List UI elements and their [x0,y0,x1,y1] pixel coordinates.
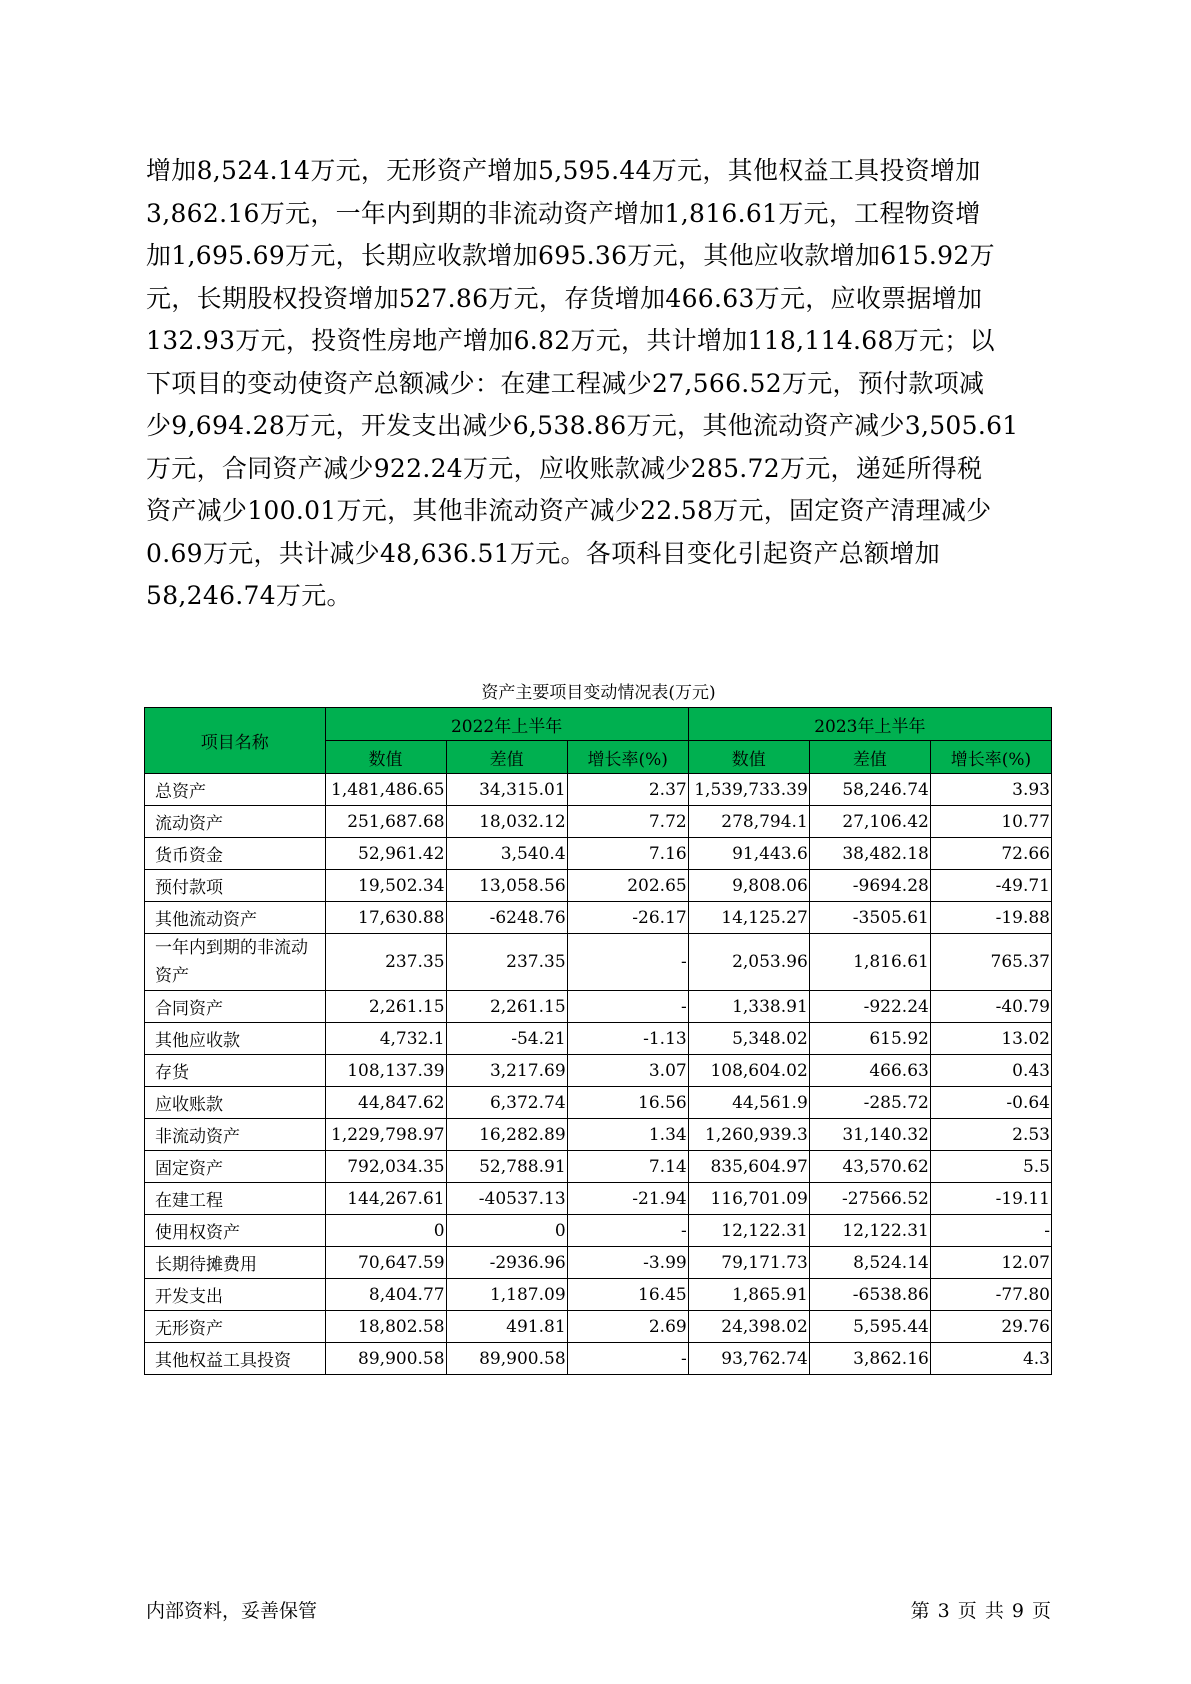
cell-g1: - [567,1215,688,1247]
cell-d1: 18,032.12 [446,806,567,838]
cell-d1: 52,788.91 [446,1151,567,1183]
cell-g2: 3.93 [930,774,1051,806]
cell-v1: 89,900.58 [325,1343,446,1375]
cell-g1: 16.45 [567,1279,688,1311]
cell-v2: 1,338.91 [688,991,809,1023]
cell-d2: 8,524.14 [809,1247,930,1279]
cell-v1: 0 [325,1215,446,1247]
table-row [145,1151,1052,1183]
cell-d2: 3,862.16 [809,1343,930,1375]
cell-d1: 16,282.89 [446,1119,567,1151]
header-value: 数值 [325,741,446,774]
row-item-name: 在建工程 [145,1183,326,1215]
cell-v2: 108,604.02 [688,1055,809,1087]
cell-v1: 144,267.61 [325,1183,446,1215]
cell-d1: -54.21 [446,1023,567,1055]
cell-d1: -2936.96 [446,1247,567,1279]
cell-d2: -922.24 [809,991,930,1023]
cell-g1: -21.94 [567,1183,688,1215]
cell-g2: 4.3 [930,1343,1051,1375]
table-row [145,934,1052,991]
table-row [145,1119,1052,1151]
cell-g1: 7.72 [567,806,688,838]
cell-g2: 72.66 [930,838,1051,870]
cell-d2: -3505.61 [809,902,930,934]
row-item-name: 存货 [145,1055,326,1087]
row-item-name: 其他权益工具投资 [145,1343,326,1375]
cell-d2: 12,122.31 [809,1215,930,1247]
cell-g2: 2.53 [930,1119,1051,1151]
cell-d2: -285.72 [809,1087,930,1119]
paragraph-line: 0.69万元，共计减少48,636.51万元。各项科目变化引起资产总额增加 [146,538,940,568]
cell-d2: 58,246.74 [809,774,930,806]
cell-g1: -3.99 [567,1247,688,1279]
header-diff: 差值 [809,741,930,774]
cell-g1: -1.13 [567,1023,688,1055]
row-item-name: 预付款项 [145,870,326,902]
cell-v2: 835,604.97 [688,1151,809,1183]
paragraph-line: 万元，合同资产减少922.24万元，应收账款减少285.72万元，递延所得税 [146,453,983,483]
table-row [145,870,1052,902]
cell-v1: 52,961.42 [325,838,446,870]
table-row [145,1311,1052,1343]
cell-v1: 44,847.62 [325,1087,446,1119]
table-body [145,774,1052,1375]
cell-v1: 2,261.15 [325,991,446,1023]
cell-d1: 491.81 [446,1311,567,1343]
cell-d1: 34,315.01 [446,774,567,806]
cell-g1: 7.14 [567,1151,688,1183]
table-row [145,1055,1052,1087]
cell-v2: 93,762.74 [688,1343,809,1375]
row-item-name: 合同资产 [145,991,326,1023]
cell-g1: - [567,991,688,1023]
cell-d2: -27566.52 [809,1183,930,1215]
cell-v2: 1,539,733.39 [688,774,809,806]
cell-g2: -77.80 [930,1279,1051,1311]
table-row [145,838,1052,870]
cell-d1: 2,261.15 [446,991,567,1023]
table-row [145,1087,1052,1119]
cell-g1: 7.16 [567,838,688,870]
cell-v2: 14,125.27 [688,902,809,934]
table-caption: 资产主要项目变动情况表(万元) [481,683,716,703]
cell-g2: 0.43 [930,1055,1051,1087]
footer-page-number: 第 3 页 共 9 页 [910,1600,1051,1622]
cell-v1: 1,481,486.65 [325,774,446,806]
cell-g2: - [930,1215,1051,1247]
cell-v1: 4,732.1 [325,1023,446,1055]
row-item-name: 开发支出 [145,1279,326,1311]
cell-v1: 8,404.77 [325,1279,446,1311]
cell-v2: 9,808.06 [688,870,809,902]
cell-d2: 31,140.32 [809,1119,930,1151]
cell-d1: 13,058.56 [446,870,567,902]
paragraph-line: 下项目的变动使资产总额减少：在建工程减少27,566.52万元，预付款项减 [146,368,985,398]
cell-v1: 251,687.68 [325,806,446,838]
cell-d1: 3,540.4 [446,838,567,870]
cell-d1: 1,187.09 [446,1279,567,1311]
cell-v2: 44,561.9 [688,1087,809,1119]
header-growth: 增长率(%) [567,741,688,774]
row-item-name: 应收账款 [145,1087,326,1119]
table-row [145,806,1052,838]
table-row [145,991,1052,1023]
table-row [145,902,1052,934]
row-item-name: 总资产 [145,774,326,806]
paragraph-line: 加1,695.69万元，长期应收款增加695.36万元，其他应收款增加615.92万 [146,241,995,270]
cell-g2: -40.79 [930,991,1051,1023]
cell-g2: 13.02 [930,1023,1051,1055]
cell-v2: 5,348.02 [688,1023,809,1055]
table-row [145,1215,1052,1247]
cell-d2: 615.92 [809,1023,930,1055]
cell-g1: 202.65 [567,870,688,902]
cell-g2: 12.07 [930,1247,1051,1279]
row-item-name: 无形资产 [145,1311,326,1343]
cell-d1: -6248.76 [446,902,567,934]
cell-v1: 1,229,798.97 [325,1119,446,1151]
cell-g2: 29.76 [930,1311,1051,1343]
table-row [145,774,1052,806]
cell-v1: 792,034.35 [325,1151,446,1183]
cell-g1: 3.07 [567,1055,688,1087]
cell-g2: -49.71 [930,870,1051,902]
cell-v2: 79,171.73 [688,1247,809,1279]
cell-d2: 1,816.61 [809,934,930,991]
cell-g1: 1.34 [567,1119,688,1151]
cell-g1: - [567,1343,688,1375]
cell-g2: 10.77 [930,806,1051,838]
cell-v1: 237.35 [325,934,446,991]
cell-v2: 91,443.6 [688,838,809,870]
body-paragraph [146,150,1051,618]
cell-d2: 5,595.44 [809,1311,930,1343]
row-item-name: 货币资金 [145,838,326,870]
cell-g1: 16.56 [567,1087,688,1119]
paragraph-line: 元，长期股权投资增加527.86万元，存货增加466.63万元，应收票据增加 [146,283,983,313]
row-item-name: 非流动资产 [145,1119,326,1151]
cell-v2: 24,398.02 [688,1311,809,1343]
cell-v2: 2,053.96 [688,934,809,991]
row-item-name: 一年内到期的非流动资产 [145,934,326,991]
cell-g2: -19.11 [930,1183,1051,1215]
row-item-name: 固定资产 [145,1151,326,1183]
cell-d2: 466.63 [809,1055,930,1087]
row-item-name: 流动资产 [145,806,326,838]
cell-v2: 278,794.1 [688,806,809,838]
cell-d1: 3,217.69 [446,1055,567,1087]
paragraph-line: 132.93万元，投资性房地产增加6.82万元，共计增加118,114.68万元；以 [146,326,995,355]
header-item-name: 项目名称 [145,708,326,774]
cell-g1: -26.17 [567,902,688,934]
cell-v2: 116,701.09 [688,1183,809,1215]
header-period-2023: 2023年上半年 [688,708,1051,741]
header-period-2022: 2022年上半年 [325,708,688,741]
cell-g2: -19.88 [930,902,1051,934]
row-item-name: 使用权资产 [145,1215,326,1247]
paragraph-line: 增加8,524.14万元，无形资产增加5,595.44万元，其他权益工具投资增加 [146,156,981,185]
cell-d2: 38,482.18 [809,838,930,870]
paragraph-line: 少9,694.28万元，开发支出减少6,538.86万元，其他流动资产减少3,505.61 [146,411,1019,440]
cell-g2: 5.5 [930,1151,1051,1183]
table-row [145,1247,1052,1279]
row-item-name: 长期待摊费用 [145,1247,326,1279]
cell-d1: -40537.13 [446,1183,567,1215]
paragraph-line: 3,862.16万元，一年内到期的非流动资产增加1,816.61万元，工程物资增 [146,198,981,228]
table-row [145,1343,1052,1375]
row-item-name: 其他流动资产 [145,902,326,934]
cell-d2: -6538.86 [809,1279,930,1311]
table-row [145,1023,1052,1055]
cell-d2: -9694.28 [809,870,930,902]
cell-v1: 19,502.34 [325,870,446,902]
cell-d1: 0 [446,1215,567,1247]
cell-g1: 2.37 [567,774,688,806]
header-value: 数值 [688,741,809,774]
cell-v2: 12,122.31 [688,1215,809,1247]
cell-v1: 17,630.88 [325,902,446,934]
cell-d1: 89,900.58 [446,1343,567,1375]
cell-d1: 237.35 [446,934,567,991]
cell-d1: 6,372.74 [446,1087,567,1119]
cell-v2: 1,260,939.3 [688,1119,809,1151]
paragraph-line: 资产减少100.01万元，其他非流动资产减少22.58万元，固定资产清理减少 [146,496,992,525]
cell-v1: 108,137.39 [325,1055,446,1087]
header-growth: 增长率(%) [930,741,1051,774]
cell-g2: -0.64 [930,1087,1051,1119]
cell-g1: - [567,934,688,991]
asset-change-table [144,707,1052,1375]
header-diff: 差值 [446,741,567,774]
cell-g1: 2.69 [567,1311,688,1343]
table-row [145,1279,1052,1311]
paragraph-line: 58,246.74万元。 [146,581,352,610]
cell-v1: 18,802.58 [325,1311,446,1343]
cell-v1: 70,647.59 [325,1247,446,1279]
table-row [145,1183,1052,1215]
cell-v2: 1,865.91 [688,1279,809,1311]
row-item-name: 其他应收款 [145,1023,326,1055]
cell-g2: 765.37 [930,934,1051,991]
cell-d2: 43,570.62 [809,1151,930,1183]
cell-d2: 27,106.42 [809,806,930,838]
footer-confidential-note: 内部资料，妥善保管 [146,1600,318,1622]
